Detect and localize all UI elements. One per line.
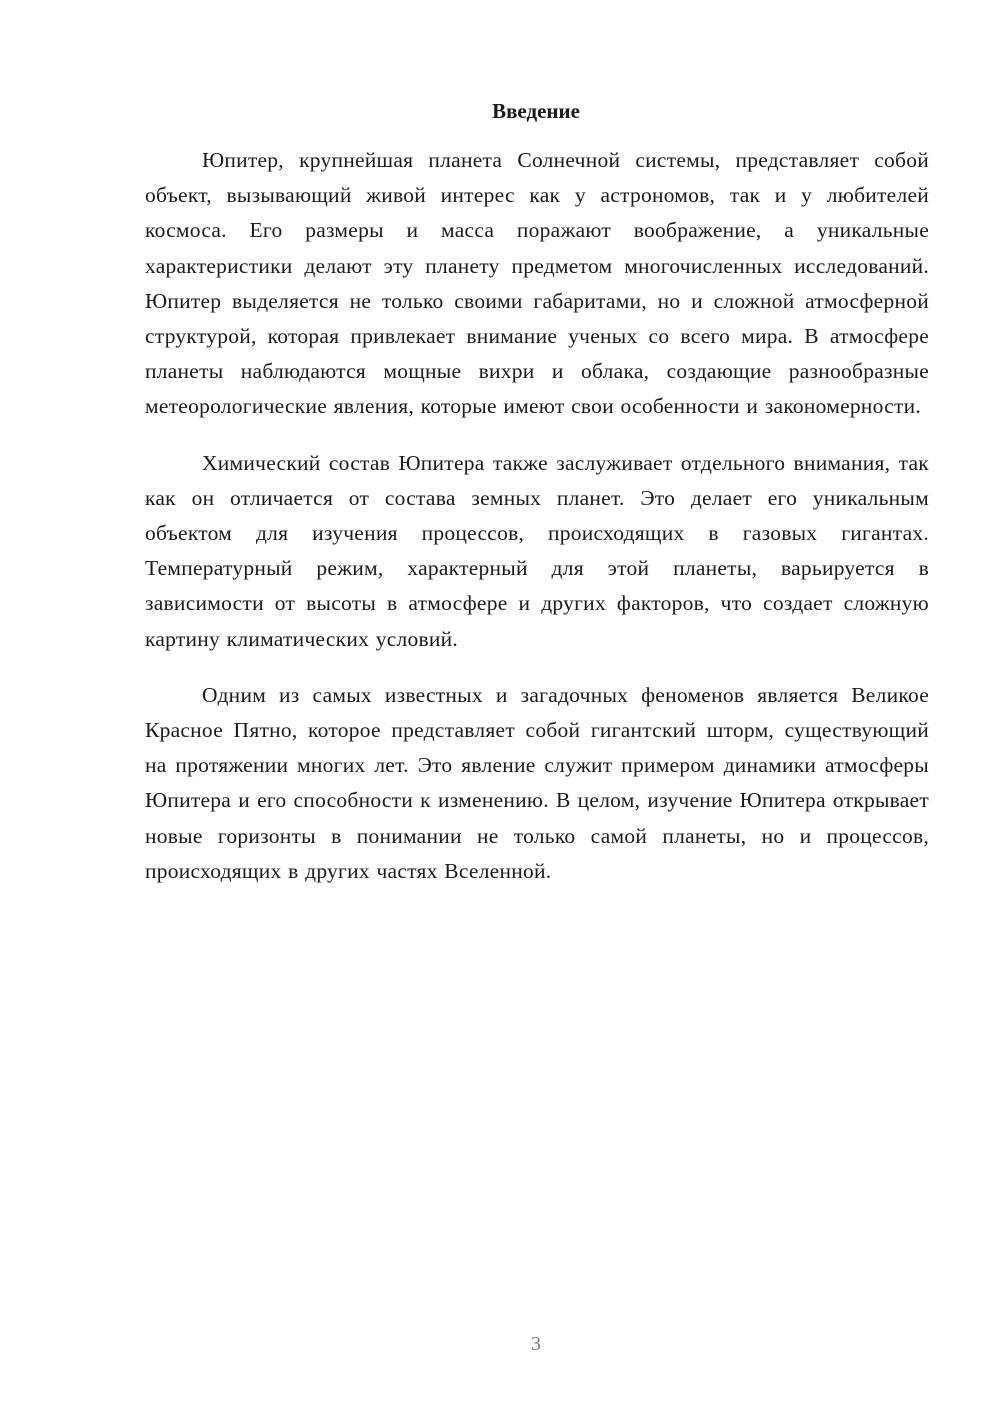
paragraph-2: Химический состав Юпитера также заслуживает отдельного внимания, так как он отличается от состава земных планет. Это делает его уникальным объектом для изучения процессов, происходящих в газовых гигантах. Температурный режим, характерный для этой планеты, варьируется в зависимости от высоты в атмосфере и других факторов, что создает сложную картину климатических условий.	[145, 450, 929, 651]
page-heading: Введение	[492, 99, 580, 123]
paragraph-1: Юпитер, крупнейшая планета Солнечной системы, представляет собой объект, вызывающий живой интерес как у астрономов, так и у любителей космоса. Его размеры и масса поражают воображение, а уникальные характеристики делают эту планету предметом многочисленных исследований. Юпитер выделяется не только своими габаритами, но и сложной атмосферной структурой, которая привлекает внимание ученых со всего мира. В атмосфере планеты наблюдаются мощные вихри и облака, создающие разнообразные метеорологические явления, которые имеют свои особенности и закономерности.	[145, 148, 929, 419]
paragraph-3: Одним из самых известных и загадочных феноменов является Великое Красное Пятно, которое представляет собой гигантский шторм, существующий на протяжении многих лет. Это явление служит примером динамики атмосферы Юпитера и его способности к изменению. В целом, изучение Юпитера открывает новые горизонты в понимании не только самой планеты, но и процессов, происходящих в других частях Вселенной.	[145, 682, 929, 883]
body-text	[145, 143, 929, 889]
page-number: 3	[531, 1333, 541, 1355]
